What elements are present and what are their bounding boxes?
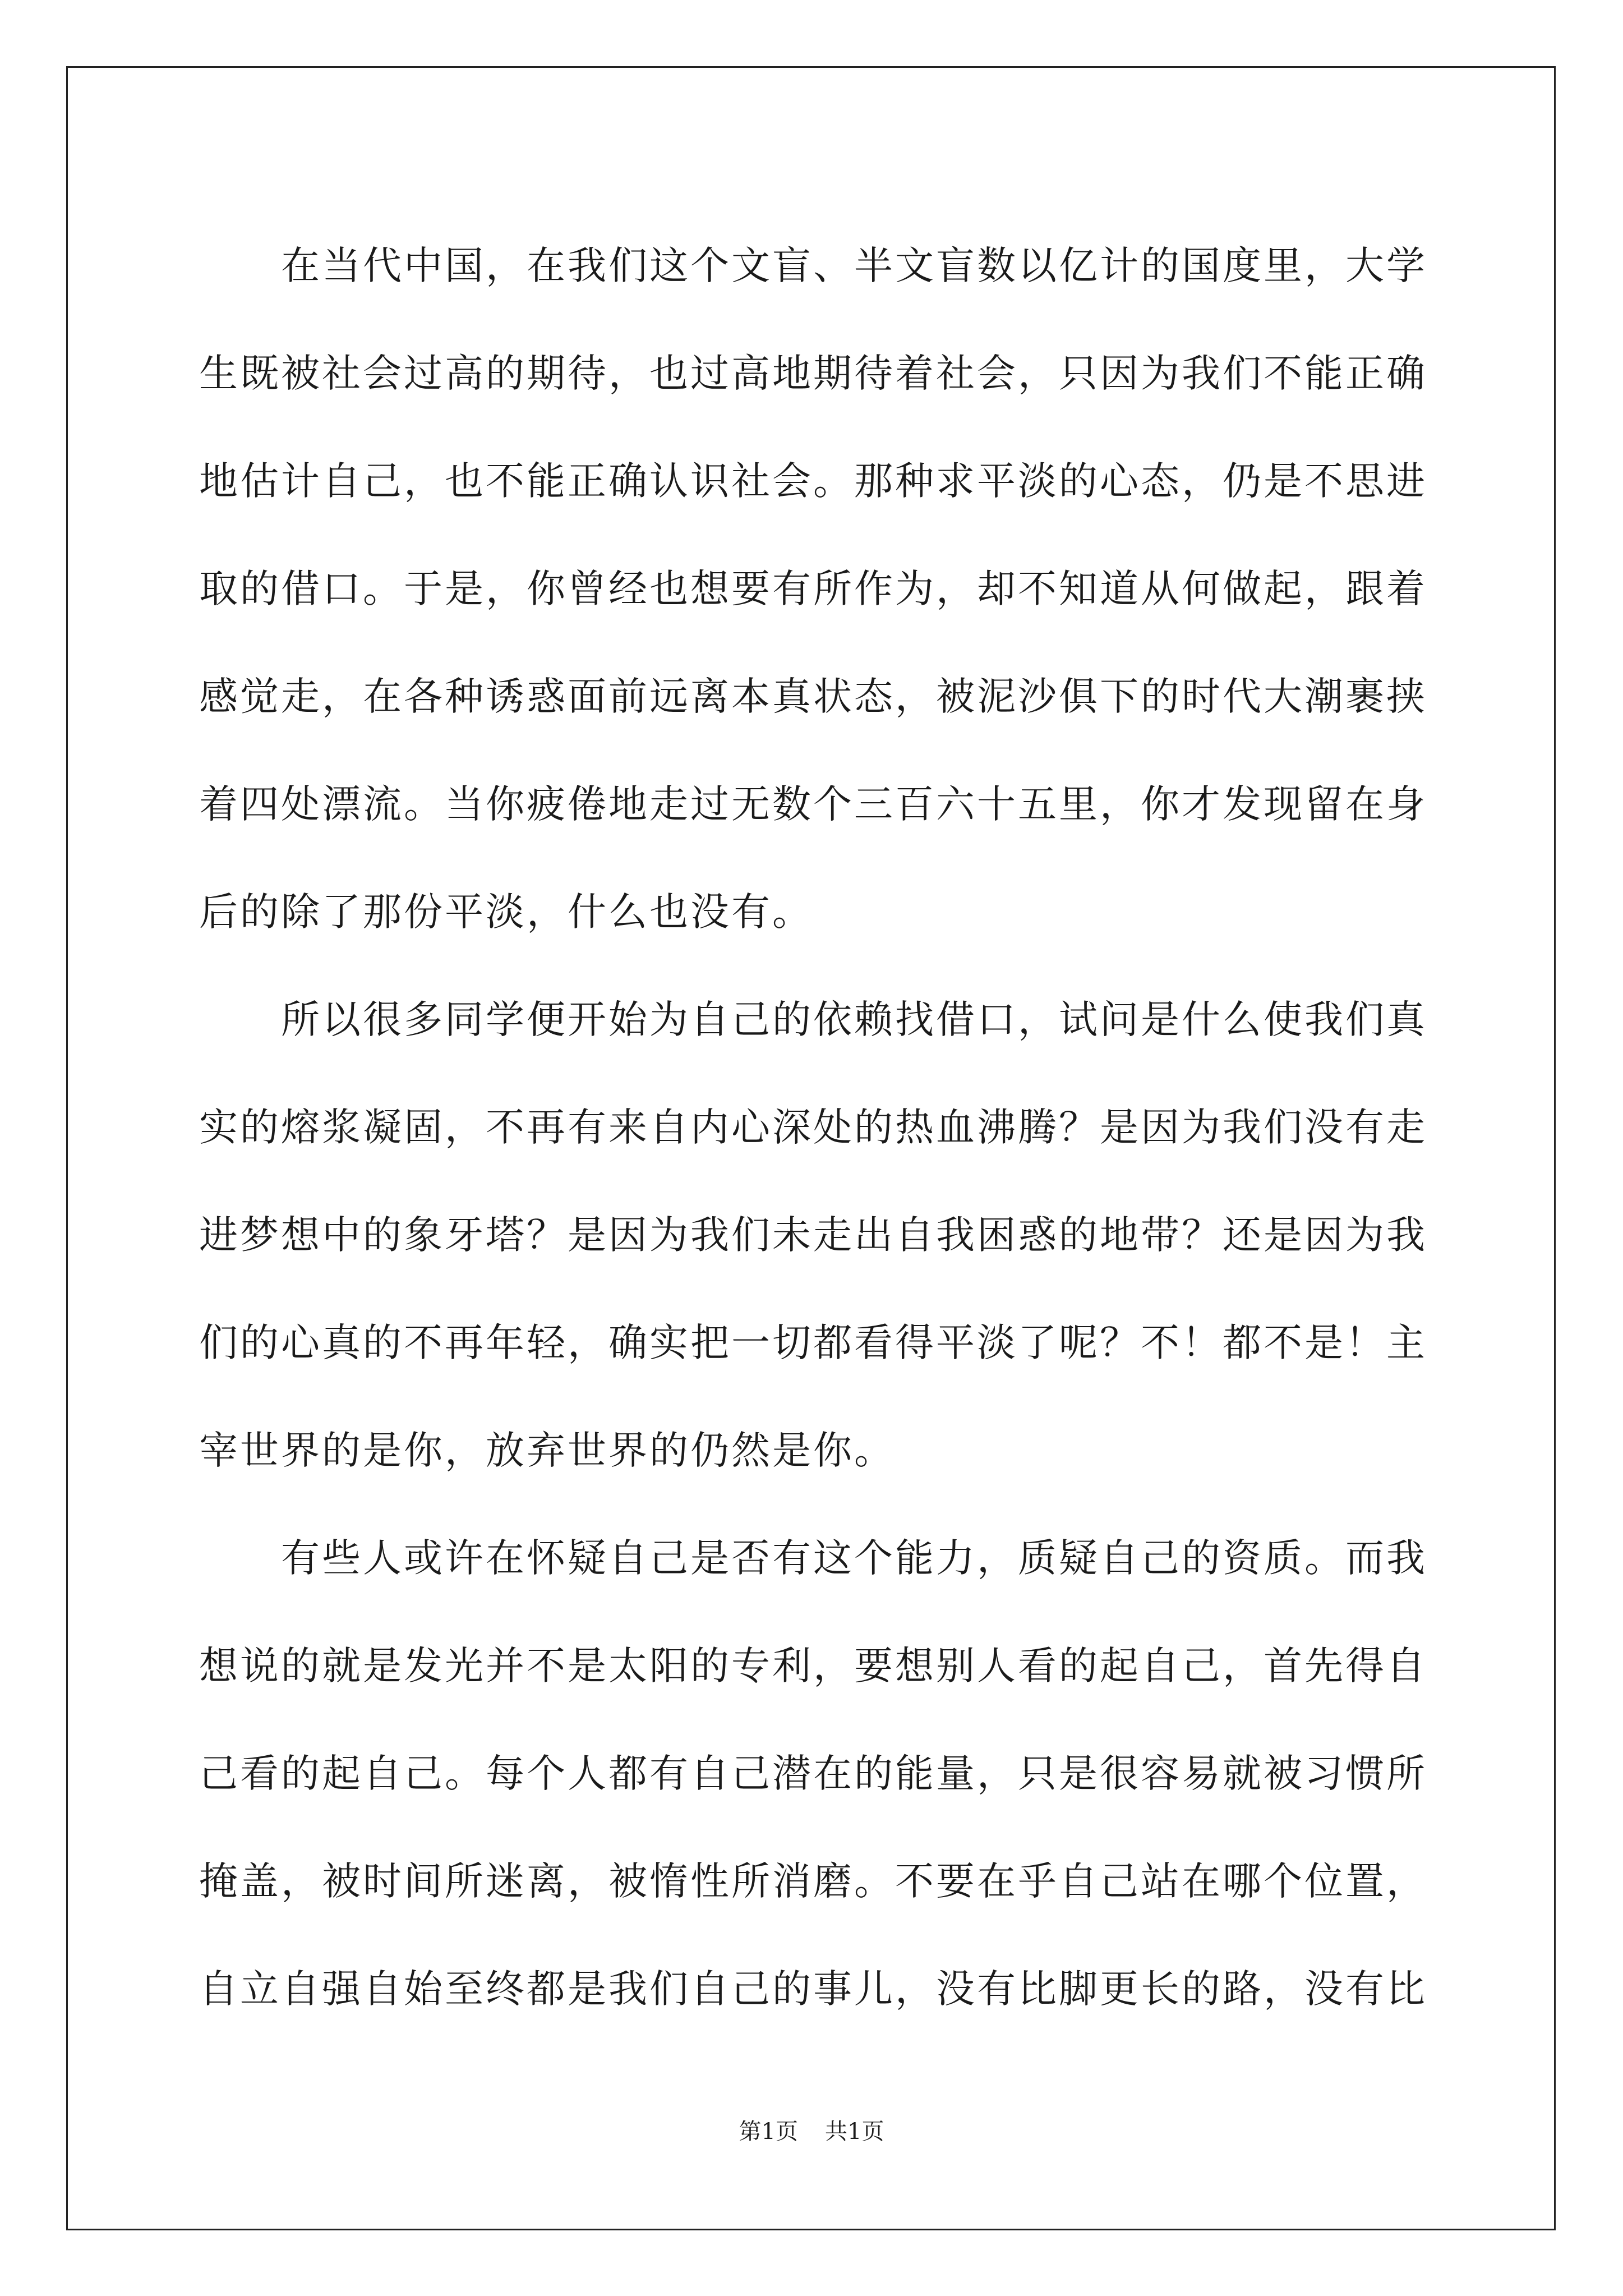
paragraph-2: 所以很多同学便开始为自己的依赖找借口，试问是什么使我们真实的熔浆凝固，不再有来自内心深处的热血沸腾？是因为我们没有走进梦想中的象牙塔？是因为我们未走出自我困惑的地带？还是因为我们的心真的不再年轻，确实把一切都看得平淡了呢？不！都不是！主宰世界的是你，放弃世界的仍然是你。 — [199, 997, 1427, 1473]
page-number-total: 共1页 — [825, 2119, 884, 2145]
page-footer — [0, 2118, 1623, 2146]
page-number-current: 第1页 — [739, 2119, 798, 2145]
body-text — [199, 212, 1427, 2043]
paragraph-3: 有些人或许在怀疑自己是否有这个能力，质疑自己的资质。而我想说的就是发光并不是太阳的专利，要想别人看的起自己，首先得自己看的起自己。每个人都有自己潜在的能量，只是很容易就被习惯所掩盖，被时间所迷离，被惰性所消磨。不要在乎自己站在哪个位置，自立自强自始至终都是我们自己的事儿，没有比脚更长的路，没有比 — [199, 1536, 1427, 2012]
paragraph-1: 在当代中国，在我们这个文盲、半文盲数以亿计的国度里，大学生既被社会过高的期待，也过高地期待着社会，只因为我们不能正确地估计自己，也不能正确认识社会。那种求平淡的心态，仍是不思进取的借口。于是，你曾经也想要有所作为，却不知道从何做起，跟着感觉走，在各种诱惑面前远离本真状态，被泥沙俱下的时代大潮裹挟着四处漂流。当你疲倦地走过无数个三百六十五里，你才发现留在身后的除了那份平淡，什么也没有。 — [199, 243, 1427, 935]
